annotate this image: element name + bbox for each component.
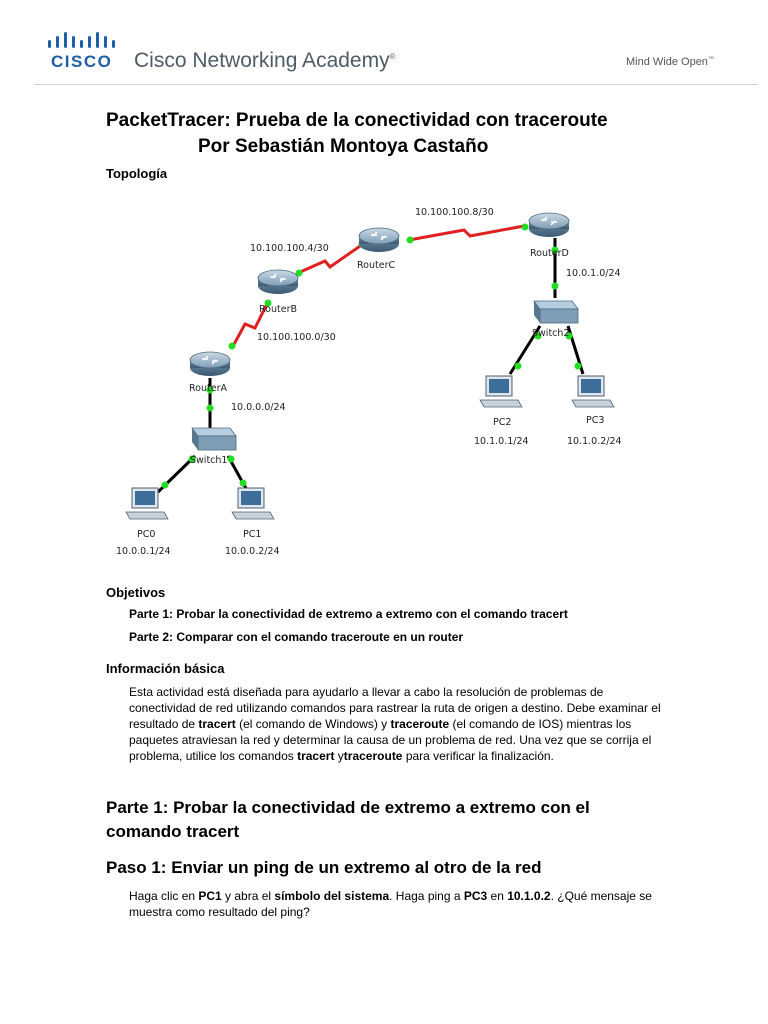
switch-1-icon [192,428,236,450]
router-b-label: RouterB [259,304,297,315]
objetivo-parte-2: Parte 2: Comparar con el comando traceroute en un router [129,630,464,644]
parte1-heading: Parte 1: Probar la conectividad de extremo a extremo con el comando tracert [106,798,590,841]
pc1-icon [232,488,274,519]
pc0-icon [126,488,168,519]
academy-title: Cisco Networking Academy® [134,49,396,72]
serial-link-c-d [409,226,524,240]
paso1-heading: Paso 1: Enviar un ping de un extremo al otro de la red [106,858,542,877]
router-d-icon [529,213,569,237]
net-label-lan2: 10.0.1.0/24 [566,268,621,279]
info-paragraph: Esta actividad está diseñada para ayudarlo a llevar a cabo la resolución de problemas de conectividad de red utilizando comandos para rastrear la ruta de origen a destino. Debe examinar el resultado de tracert (el comando de Windows) y traceroute (el comando de IOS) mientras los paquetes atraviesan la red y determinar la causa de un problema de red. Una vez que se corrija el problema, utilice los comandos tracert ytraceroute para verificar la finalización. [129,685,661,763]
author-line: Por Sebastián Montoya Castaño [198,136,489,157]
switch-2-label: Switch2 [532,328,570,339]
net-label-b-c: 10.100.100.4/30 [250,243,329,254]
router-a-label: RouterA [189,383,227,394]
router-c-label: RouterC [357,260,396,271]
cisco-wordmark: CISCO [51,52,113,71]
router-d-label: RouterD [530,248,569,259]
cisco-logo-icon [48,32,118,50]
router-b-icon [258,270,298,294]
switch-2-icon [534,301,578,323]
net-label-a-b: 10.100.100.0/30 [257,332,336,343]
page-title: PacketTracer: Prueba de la conectividad con traceroute [106,110,608,131]
pc2-icon [480,376,522,407]
header-divider [34,84,758,85]
topology-heading: Topología [106,166,168,181]
pc1-ip: 10.0.0.2/24 [225,546,280,557]
pc3-icon [572,376,614,407]
pc0-label: PC0 [137,529,156,540]
net-label-lan1: 10.0.0.0/24 [231,402,286,413]
pc2-ip: 10.1.0.1/24 [474,436,529,447]
pc2-label: PC2 [493,417,512,428]
switch-1-label: Switch1 [190,455,228,466]
pc3-ip: 10.1.0.2/24 [567,436,622,447]
paso1-paragraph: Haga clic en PC1 y abra el símbolo del sistema. Haga ping a PC3 en 10.1.0.2. ¿Qué mensaje se muestra como resultado del ping? [129,889,652,919]
objetivo-parte-1: Parte 1: Probar la conectividad de extremo a extremo con el comando tracert [129,607,568,621]
net-label-c-d: 10.100.100.8/30 [415,207,494,218]
router-c-icon [359,228,399,252]
pc1-label: PC1 [243,529,262,540]
router-a-icon [190,352,230,376]
slogan: Mind Wide Open™ [626,56,714,68]
pc3-label: PC3 [586,415,605,426]
objetivos-heading: Objetivos [106,585,166,600]
pc0-ip: 10.0.0.1/24 [116,546,171,557]
info-heading: Información básica [106,661,225,676]
network-topology-diagram [100,190,660,570]
